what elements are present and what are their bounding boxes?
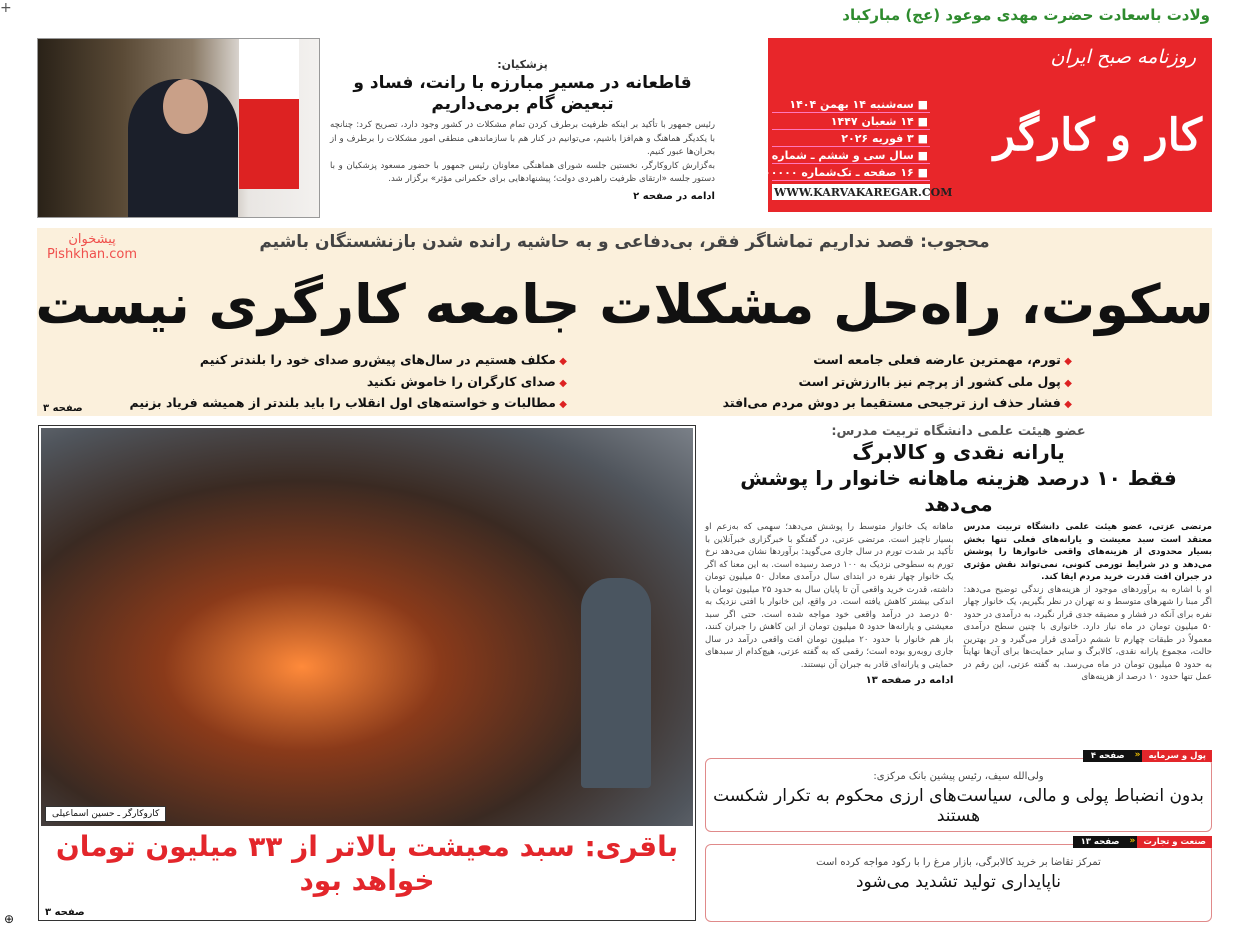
subsidy-subtitle[interactable]: فقط ۱۰ درصد هزینه ماهانه خانوار را پوشش می‌دهد [740, 466, 1177, 516]
lead-story-body: به‌گزارش کاروکارگر، نخستین جلسه شورای هماهنگی معاونان رئیس جمهور با حضور مسعود پزشکیان و با دستور جلسه «ارتقای ظرفیت راهبردی دولت؛ پیشنهادهایی برای حکمرانی مؤثر» برگزار شد. [330, 160, 715, 184]
banner-page-ref[interactable]: صفحه ۳ [43, 403, 83, 414]
photo-story [38, 425, 696, 921]
website-url[interactable]: WWW.KARVAKAREGAR.COM [774, 186, 953, 199]
section-tag [1073, 836, 1212, 848]
lead-story-continued[interactable]: ادامه در صفحه ۲ [633, 190, 715, 202]
lead-story-kicker: پزشکیان: [497, 58, 548, 71]
teaser-title: بدون انضباط پولی و مالی، سیاست‌های ارزی محکوم به تکرار شکست هستند [713, 786, 1204, 826]
masthead [729, 38, 1212, 212]
issue-number: ■ سال سی و ششم ـ شماره ۹۹۶۸ [741, 149, 928, 162]
lead-story-body: رئیس جمهور با تأکید بر اینکه ظرفیت برطرف کردن تمام مشکلات در کشور وجود دارد، تصریح کرد: چنانچه با یکدیگر هماهنگ و هم‌افزا باشیم، می‌توانیم در کنار هم با سازماندهی منطقی امور مشکلات را برطرف و از بحران‌ها عبور کنیم. [330, 120, 715, 157]
photo-story-page-ref[interactable]: صفحه ۳ [45, 907, 85, 918]
teaser-title: ناپایداری تولید تشدید می‌شود [855, 872, 1062, 892]
factory-photo [41, 428, 693, 826]
worker-figure [581, 578, 651, 788]
masthead-tagline: روزنامه صبح ایران [1050, 46, 1196, 68]
subsidy-body: ماهانه یک خانوار متوسط را پوشش می‌دهد؛ سهمی که به‌زعم او بسیار ناچیز است. مرتضی عزتی، در گفتگو با خبرگزاری خبرآنلاین با تأکید بر شدت تورم در سال جاری می‌گوید: برآوردها نشان می‌دهد نرخ تورم به سطوحی نزدیک به ۱۰۰ درصد رسیده است. به این معنا که اگر یک خانوار چهار نفره در ابتدای سال درآمدی معادل ۵۰ میلیون تومان داشته، قدرت خرید واقعی آن تا پایان سال به حدود ۲۵ میلیون تومان یا اندکی بیشتر کاهش یافته است. در واقع، این خانوار با افتی نزدیک به ۵۰ درصد در درآمد واقعی خود مواجه شده است. حتی اگر سبد معیشتی و یارانه‌ها حدود ۵ میلیون تومان از این کاهش را جبران کنند، باز هم خانوار با حدود ۲۰ میلیون تومان افت واقعی درآمد در سال جاری روبه‌رو بوده است؛ رقمی که به گفته عزتی، هیچ‌کدام از سبدهای حمایتی و یارانه‌ای قادر به جبران آن نیستند. [705, 522, 954, 670]
issue-info [729, 96, 953, 200]
page-ref: صفحه ۴ [1083, 750, 1133, 762]
photo-credit: کاروکارگر ـ حسین اسماعیلی [45, 806, 166, 822]
banner-kicker: محجوب: قصد نداریم تماشاگر فقر، بی‌دفاعی و به حاشیه رانده شدن بازنشستگان باشیم [259, 232, 990, 252]
subsidy-lead: مرتضی عزتی، عضو هیئت علمی دانشگاه تربیت مدرس معتقد است سبد معیشت و یارانه‌های فعلی تنها بخش بسیار محدودی از هزینه‌های واقعی خانوارها را پوشش می‌دهد و در شرایط تورمی کنونی، نمی‌تواند نقش مؤثری در جبران افت قدرت خرید مردم ایفا کند. [963, 522, 1212, 582]
teaser-box[interactable] [705, 750, 1212, 832]
section-tag [1083, 750, 1212, 762]
chevron-icon: « [1129, 836, 1136, 846]
subsidy-title[interactable]: یارانه نقدی و کالابرگ [852, 440, 1065, 464]
issue-gregorian-date: ■ ۳ فوریه ۲۰۲۶ [772, 130, 930, 147]
lead-story-title[interactable]: قاطعانه در مسیر مبارزه با رانت، فساد و تبعیض گام برمی‌داریم [353, 73, 692, 114]
issue-hijri-date: ■ ۱۴ شعبان ۱۴۴۷ [772, 113, 930, 130]
section-label: صنعت و تجارت [1137, 836, 1212, 848]
bullet-item: ◆ تورم، مهمترین عارضه فعلی جامعه است [723, 350, 1072, 372]
banner-title[interactable]: سکوت، راه‌حل مشکلات جامعه کارگری نیست [35, 273, 1214, 336]
section-label: پول و سرمایه [1142, 750, 1212, 762]
subsidy-body: او با اشاره به برآوردهای موجود از هزینه‌های زندگی توضیح می‌دهد: اگر مبنا را شهرهای متوسط و نه تهران در نظر بگیریم، یک خانوار چهار نفره برای آنکه در فشار و مضیقه جدی قرار نگیرد، به درآمدی در حدود ۵۰ میلیون تومان در ماه نیاز دارد. خانواری با چنین سطح درآمدی معمولاً در طبقات چهارم تا ششم درآمدی قرار می‌گیرد و در بهترین حالت، مجموع یارانه نقدی، کالابرگ و سایر حمایت‌ها برای آن‌ها نهایتاً به حدود ۵ میلیون تومان در ماه می‌رسد. به گفته عزتی، این رقم در عمل تنها حدود ۱۰ درصد از هزینه‌های [963, 584, 1212, 682]
subsidy-continued[interactable]: ادامه در صفحه ۱۳ [865, 675, 954, 686]
page-ref: صفحه ۱۳ [1073, 836, 1128, 848]
bullet-item: ◆ صدای کارگران را خاموش نکنید [130, 372, 567, 394]
banner-bullets-left [130, 350, 567, 415]
president-photo [37, 38, 320, 218]
bullet-item: ◆ مطالبات و خواسته‌های اول انقلاب را باید بلندتر از همیشه فریاد بزنیم [130, 393, 567, 415]
issue-price: ■ ۱۶ صفحه ـ تک‌شماره ۱۰۰۰۰۰ ریال [729, 166, 928, 179]
holiday-slogan: ولادت باسعادت حضرت مهدی موعود (عج) مبارکباد [842, 6, 1210, 24]
main-headline-band [37, 228, 1212, 416]
newspaper-logo: کار و کارگر [993, 110, 1202, 161]
lead-story [330, 58, 715, 202]
banner-bullets-right [723, 350, 1072, 415]
person-face [163, 79, 208, 134]
bullet-item: ◆ فشار حذف ارز ترجیحی مستقیما بر دوش مردم می‌افتد [723, 393, 1072, 415]
photo-story-headline[interactable]: باقری: سبد معیشت بالاتر از ۳۳ میلیون تومان خواهد بود [55, 830, 679, 897]
teaser-kicker: تمرکز تقاضا بر خرید کالابرگی، بازار مرغ را با رکود مواجه کرده است [816, 857, 1101, 868]
crosshair-icon: + [0, 0, 12, 16]
registration-mark-icon: ⊕ [4, 912, 15, 926]
subsidy-story [705, 424, 1212, 686]
iran-flag [239, 39, 299, 189]
issue-date: ■ سه‌شنبه ۱۴ بهمن ۱۴۰۴ [772, 96, 930, 113]
teaser-box[interactable] [705, 836, 1212, 922]
teaser-kicker: ولی‌الله سیف، رئیس پیشین بانک مرکزی: [873, 771, 1044, 782]
chevron-icon: « [1134, 750, 1141, 760]
bullet-item: ◆ مکلف هستیم در سال‌های پیش‌رو صدای خود را بلندتر کنیم [130, 350, 567, 372]
subsidy-kicker: عضو هیئت علمی دانشگاه تربیت مدرس: [831, 424, 1086, 439]
bullet-item: ◆ پول ملی کشور از پرچم نیز باارزش‌تر است [723, 372, 1072, 394]
pishkhan-watermark: پیشخوان Pishkhan.com [47, 232, 138, 262]
